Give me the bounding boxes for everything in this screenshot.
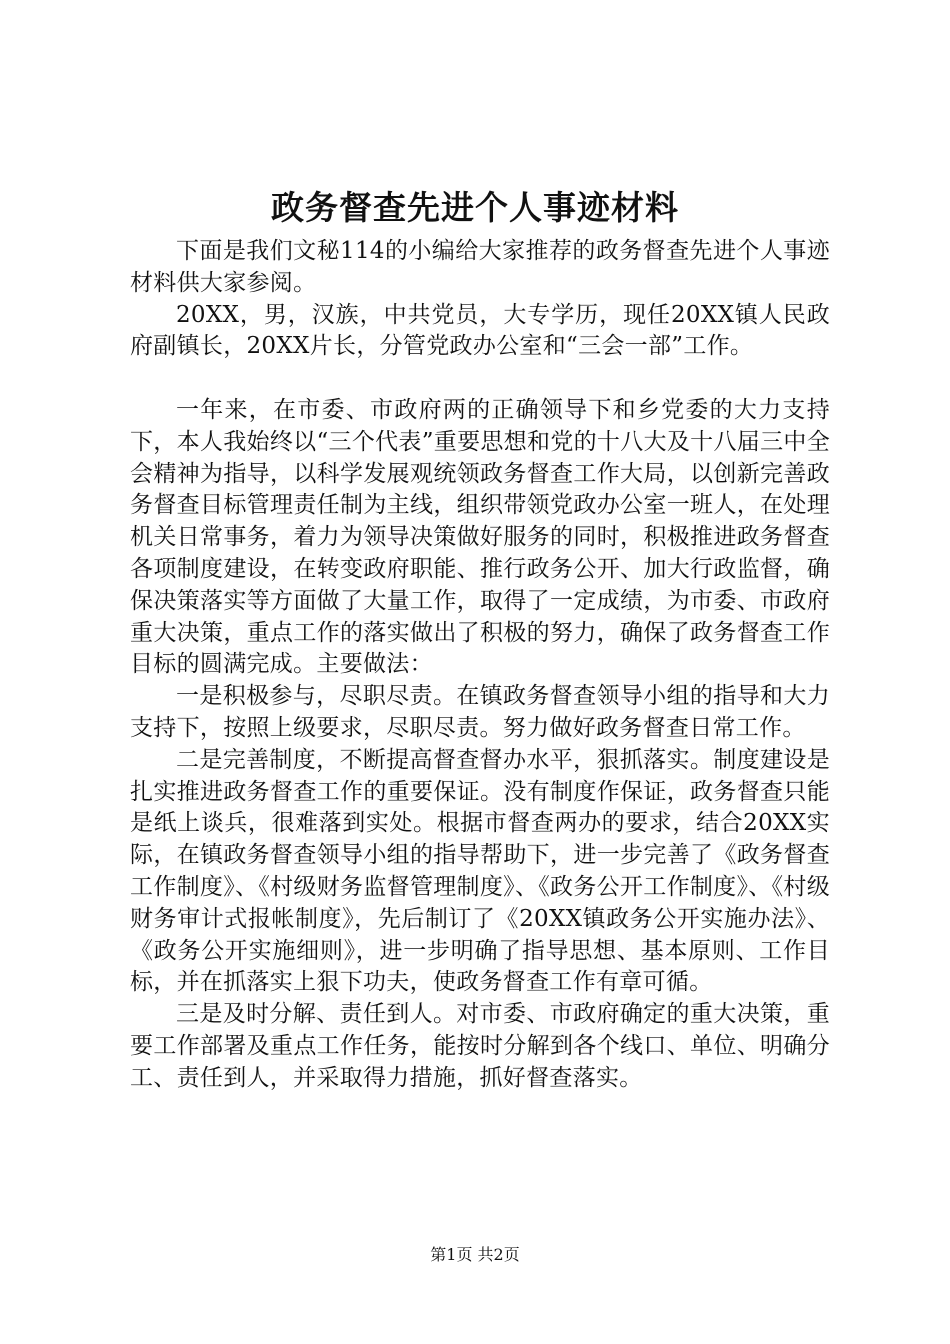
paragraph-point-three: 三是及时分解、责任到人。对市委、市政府确定的重大决策，重要工作部署及重点工作任务，能按时分解到各个线口、单位、明确分工、责任到人，并采取得力措施，抓好督查落实。 [130,1001,830,1091]
page-number-footer: 第1页 共2页 [430,1245,520,1264]
document-title: 政务督查先进个人事迹材料 [271,188,679,227]
paragraph-intro: 下面是我们文秘114的小编给大家推荐的政务督查先进个人事迹材料供大家参阅。 [130,238,830,296]
paragraph-profile: 20XX，男，汉族，中共党员，大专学历，现任20XX镇人民政府副镇长，20XX片长，分管党政办公室和“三会一部”工作。 [130,301,830,360]
paragraph-point-one: 一是积极参与，尽职尽责。在镇政务督查领导小组的指导和大力支持下，按照上级要求，尽职尽责。努力做好政务督查日常工作。 [130,683,830,741]
paragraph-overview: 一年来，在市委、市政府两的正确领导下和乡党委的大力支持下，本人我始终以“三个代表”重要思想和党的十八大及十八届三中全会精神为指导，以科学发展观统领政务督查工作大局，以创新完善政务督查目标管理责任制为主线，组织带领党政办公室一班人，在处理机关日常事务，着力为领导决策做好服务的同时，积极推进政务督查各项制度建设，在转变政府职能、推行政务公开、加大行政监督，确保决策落实等方面做了大量工作，取得了一定成绩，为市委、市政府重大决策，重点工作的落实做出了积极的努力，确保了政务督查工作目标的圆满完成。主要做法： [130,396,830,678]
document-body [130,236,830,1095]
paragraph-point-two: 二是完善制度，不断提高督查督办水平，狠抓落实。制度建设是扎实推进政务督查工作的重要保证。没有制度作保证，政务督查只能是纸上谈兵，很难落到实处。根据市督查两办的要求，结合20XX实际，在镇政务督查领导小组的指导帮助下，进一步完善了《政务督查工作制度》、《村级财务监督管理制度》、《政务公开工作制度》、《村级财务审计式报帐制度》，先后制订了《20XX镇政务公开实施办法》、《政务公开实施细则》，进一步明确了指导思想、基本原则、工作目标，并在抓落实上狠下功夫，使政务督查工作有章可循。 [130,746,830,996]
